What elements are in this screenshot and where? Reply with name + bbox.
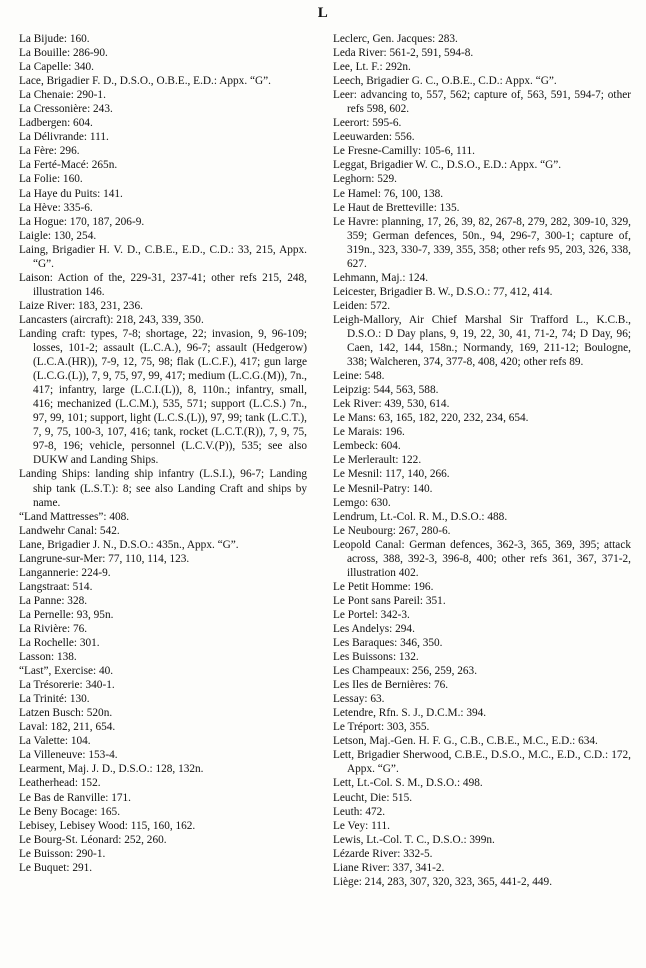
index-entry: La Panne: 328. bbox=[19, 594, 88, 607]
index-entry: Leatherhead: 152. bbox=[19, 777, 101, 790]
index-entry: Lemgo: 630. bbox=[333, 496, 391, 509]
index-entry: La Hogue: 170, 187, 206-9. bbox=[19, 215, 145, 228]
index-entry: Landing craft: types, 7-8; shortage, 22; invasion, 9, 96-109; losses, 101-2; assault (L.C.A.), 96-7; assault (Hedgerow) (L.C.A.(HR)), 7-9, 12, 75, 98; flak (L.C.F.), 417; gun large (L.C.G.(L)), 7, 9, 75, 97, 99, 417; medium (L.C.G.(M)), 7n., 417; infantry, large (L.C.I.(L)), 8, 110n.; infantry, small, 416; mechanized (L.C.M.), 535, 571; support (L.C.S.) 7n., 97, 99, 101; support, light (L.C.S.(L)), 97, 99; tank (L.C.T.), 7, 9, 75, 100-3, 107, 416; tank, rocket (L.C.T.(R)), 7, 9, 75, 97-8, 196; vehicle, personnel (L.C.V.(P)), 535; see also DUKW and Landing Ships. bbox=[19, 327, 307, 467]
index-entry: “Land Mattresses”: 408. bbox=[19, 510, 130, 523]
index-entry: Leda River: 561-2, 591, 594-8. bbox=[333, 47, 474, 60]
index-entry: La Hève: 335-6. bbox=[19, 201, 93, 214]
index-entry: Lett, Brigadier Sherwood, C.B.E., D.S.O., M.C., E.D., C.D.: 172, Appx. “G”. bbox=[333, 749, 631, 776]
index-entry: Les Andelys: 294. bbox=[333, 622, 415, 635]
index-entry: Leclerc, Gen. Jacques: 283. bbox=[333, 33, 458, 45]
index-entry: Lembeck: 604. bbox=[333, 440, 401, 453]
index-entry: Lace, Brigadier F. D., D.S.O., O.B.E., E.D.: Appx. “G”. bbox=[19, 75, 271, 88]
index-entry: La Bouille: 286-90. bbox=[19, 47, 108, 60]
index-entry: Le Neubourg: 267, 280-6. bbox=[333, 524, 451, 537]
index-entry: Leopold Canal: German defences, 362-3, 365, 369, 395; attack across, 388, 392-3, 396-8, 400; other refs 361, 367, 371-2, illustration 402. bbox=[333, 538, 631, 579]
index-entry: Leucht, Die: 515. bbox=[333, 791, 413, 804]
index-entry: Le Mesnil-Patry: 140. bbox=[333, 482, 433, 495]
index-entry: Liane River: 337, 341-2. bbox=[333, 861, 445, 874]
index-entry: Laigle: 130, 254. bbox=[19, 229, 97, 242]
index-entry: Lézarde River: 332-5. bbox=[333, 847, 433, 860]
index-entry: Le Pont sans Pareil: 351. bbox=[333, 594, 446, 607]
index-entry: Lane, Brigadier J. N., D.S.O.: 435n., Appx. “G”. bbox=[19, 538, 239, 551]
index-entry: La Pernelle: 93, 95n. bbox=[19, 608, 114, 621]
index-entry: Le Bas de Ranville: 171. bbox=[19, 791, 132, 804]
index-entry: Ladbergen: 604. bbox=[19, 117, 93, 130]
index-entry: Le Mesnil: 117, 140, 266. bbox=[333, 468, 450, 481]
index-entry: Lasson: 138. bbox=[19, 651, 77, 664]
index-entry: La Délivrande: 111. bbox=[19, 131, 109, 144]
index-entry: La Ferté-Macé: 265n. bbox=[19, 159, 118, 172]
index-entry: Laison: Action of the, 229-31, 237-41; other refs 215, 248, illustration 146. bbox=[19, 271, 307, 298]
index-entry: Le Mans: 63, 165, 182, 220, 232, 234, 654. bbox=[333, 412, 529, 425]
index-entry: Les Baraques: 346, 350. bbox=[333, 637, 443, 650]
index-entry: La Folie: 160. bbox=[19, 173, 83, 186]
index-entry: Latzen Busch: 520n. bbox=[19, 707, 113, 720]
index-entry: La Rivière: 76. bbox=[19, 622, 88, 635]
index-entry: Le Tréport: 303, 355. bbox=[333, 721, 430, 734]
index-entry: La Valette: 104. bbox=[19, 735, 91, 748]
index-entry: Lendrum, Lt.-Col. R. M., D.S.O.: 488. bbox=[333, 510, 508, 523]
index-entry: La Capelle: 340. bbox=[19, 61, 94, 74]
index-entry: Lehmann, Maj.: 124. bbox=[333, 271, 429, 284]
index-entry: La Chenaie: 290-1. bbox=[19, 89, 106, 102]
index-entry: Lessay: 63. bbox=[333, 693, 385, 706]
index-entry: Laing, Brigadier H. V. D., C.B.E., E.D., C.D.: 33, 215, Appx. “G”. bbox=[19, 243, 307, 270]
index-entry: La Trinité: 130. bbox=[19, 693, 90, 706]
index-entry: Lek River: 439, 530, 614. bbox=[333, 398, 450, 411]
index-entry: Leerort: 595-6. bbox=[333, 117, 402, 130]
index-entry: Leiden: 572. bbox=[333, 299, 391, 312]
index-entry: Leipzig: 544, 563, 588. bbox=[333, 384, 439, 397]
index-entry: Les Champeaux: 256, 259, 263. bbox=[333, 665, 478, 678]
index-entry: Le Buisson: 290-1. bbox=[19, 847, 106, 860]
index-entry: La Rochelle: 301. bbox=[19, 637, 100, 650]
index-entry: Le Havre: planning, 17, 26, 39, 82, 267-8, 279, 282, 309-10, 329, 359; German defences, 50n., 94, 296-7, 300-1; capture of, 319n., 323, 330-7, 339, 355, 358; other refs 95, 203, 326, 338, 627. bbox=[333, 215, 631, 270]
index-entry: Le Haut de Bretteville: 135. bbox=[333, 201, 460, 214]
index-entry: Laize River: 183, 231, 236. bbox=[19, 299, 143, 312]
index-entry: Letson, Maj.-Gen. H. F. G., C.B., C.B.E., M.C., E.D.: 634. bbox=[333, 735, 598, 748]
index-entry: Le Marais: 196. bbox=[333, 426, 405, 439]
right-column bbox=[333, 32, 631, 889]
index-entry: Leggat, Brigadier W. C., D.S.O., E.D.: Appx. “G”. bbox=[333, 159, 562, 172]
index-entry: La Villeneuve: 153-4. bbox=[19, 749, 118, 762]
index-entry: Lewis, Lt.-Col. T. C., D.S.O.: 399n. bbox=[333, 833, 495, 846]
index-entry: Le Fresne-Camilly: 105-6, 111. bbox=[333, 145, 475, 158]
index-entry: Lett, Lt.-Col. S. M., D.S.O.: 498. bbox=[333, 777, 483, 790]
index-entry: Le Portel: 342-3. bbox=[333, 608, 410, 621]
index-entry: Langstraat: 514. bbox=[19, 580, 93, 593]
index-entry: Langrune-sur-Mer: 77, 110, 114, 123. bbox=[19, 552, 190, 565]
index-entry: La Cressonière: 243. bbox=[19, 103, 113, 116]
index-entry: Leicester, Brigadier B. W., D.S.O.: 77, 412, 414. bbox=[333, 285, 553, 298]
index-entry: Learment, Maj. J. D., D.S.O.: 128, 132n. bbox=[19, 763, 204, 776]
index-entry: Landwehr Canal: 542. bbox=[19, 524, 120, 537]
index-entry: Le Beny Bocage: 165. bbox=[19, 805, 121, 818]
index-entry: Landing Ships: landing ship infantry (L.S.I.), 96-7; Landing ship tank (L.S.T.): 8; see also Landing Craft and ships by name. bbox=[19, 468, 307, 509]
index-entry: Le Merlerault: 122. bbox=[333, 454, 422, 467]
index-entry: Le Buquet: 291. bbox=[19, 861, 93, 874]
index-entry: Lebisey, Lebisey Wood: 115, 160, 162. bbox=[19, 819, 196, 832]
index-entry: “Last”, Exercise: 40. bbox=[19, 665, 114, 678]
index-entry: Leghorn: 529. bbox=[333, 173, 398, 186]
index-entry: Leine: 548. bbox=[333, 370, 385, 383]
index-entry: La Bijude: 160. bbox=[19, 33, 90, 45]
index-entry: Leer: advancing to, 557, 562; capture of, 563, 591, 594-7; other refs 598, 602. bbox=[333, 89, 631, 116]
index-entry: Leigh-Mallory, Air Chief Marshal Sir Trafford L., K.C.B., D.S.O.: D Day plans, 9, 19, 22, 30, 41, 71-2, 74; D Day, 96; Caen, 142, 144, 158n.; Normandy, 169, 211-12; Boulogne, 338; Walcheren, 374, 377-8, 408, 420; other refs 89. bbox=[333, 313, 631, 369]
index-entry: Letendre, Rfn. S. J., D.C.M.: 394. bbox=[333, 707, 487, 720]
index-entry: Les Iles de Bernières: 76. bbox=[333, 679, 449, 692]
index-entry: La Fère: 296. bbox=[19, 145, 80, 158]
index-entry: Liège: 214, 283, 307, 320, 323, 365, 441-2, 449. bbox=[333, 875, 553, 888]
index-entry: Le Bourg-St. Léonard: 252, 260. bbox=[19, 833, 167, 846]
index-entry: Leeuwarden: 556. bbox=[333, 131, 415, 144]
index-entry: Laval: 182, 211, 654. bbox=[19, 721, 116, 734]
index-entry: Les Buissons: 132. bbox=[333, 651, 419, 664]
left-column bbox=[19, 32, 307, 875]
section-letter: L bbox=[317, 5, 329, 21]
index-entry: Lee, Lt. F.: 292n. bbox=[333, 61, 411, 74]
index-entry: La Haye du Puits: 141. bbox=[19, 187, 123, 200]
index-entry: Leuth: 472. bbox=[333, 805, 386, 818]
index-entry: La Trésorerie: 340-1. bbox=[19, 679, 115, 692]
index-entry: Langannerie: 224-9. bbox=[19, 566, 111, 579]
index-entry: Leech, Brigadier G. C., O.B.E., C.D.: Appx. “G”. bbox=[333, 75, 557, 88]
index-entry: Le Petit Homme: 196. bbox=[333, 580, 434, 593]
index-entry: Le Hamel: 76, 100, 138. bbox=[333, 187, 444, 200]
index-entry: Le Vey: 111. bbox=[333, 819, 390, 832]
index-entry: Lancasters (aircraft): 218, 243, 339, 350. bbox=[19, 313, 204, 326]
